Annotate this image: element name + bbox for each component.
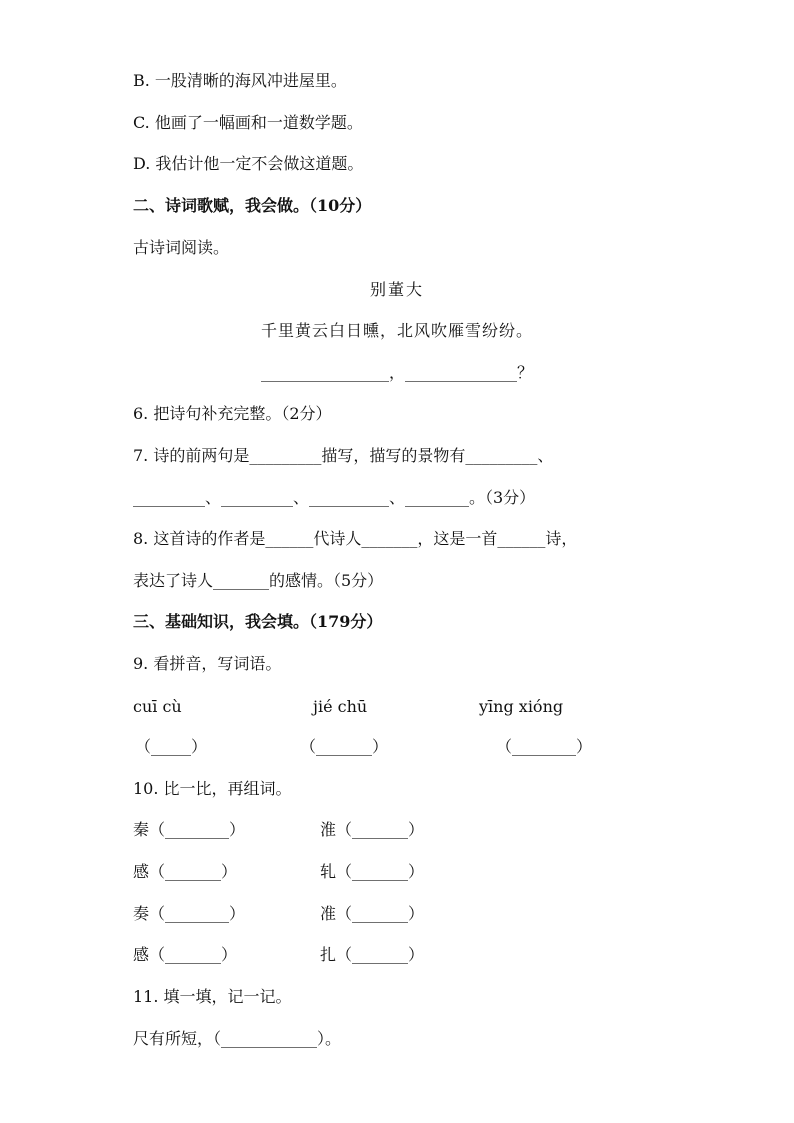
question-7-line-1: 7. 诗的前两句是_________描写，描写的景物有_________、 [133,446,554,465]
question-10: 10. 比一比，再组词。 [133,779,292,798]
choice-c: C. 他画了一幅画和一道数学题。 [133,113,363,132]
question-11: 11. 填一填，记一记。 [133,987,292,1006]
compare-left-1: 秦（________） [133,820,246,839]
pinyin-blank-2: （_______） [300,737,389,756]
compare-right-4: 扎（_______） [320,945,425,964]
compare-left-2: 感（_______） [133,862,238,881]
question-9: 9. 看拼音，写词语。 [133,654,282,673]
pinyin-3: yīng xióng [479,697,564,716]
poem-line-1: 千里黄云白日曛，北风吹雁雪纷纷。 [260,321,533,340]
poem-line-2-blanks: ________________，______________？ [260,363,533,382]
choice-b: B. 一股清晰的海风冲进屋里。 [133,71,347,90]
pinyin-1: cuī cù [133,697,182,716]
compare-right-1: 淮（_______） [320,820,425,839]
compare-right-2: 轧（_______） [320,862,425,881]
question-7-line-2: _________、_________、__________、________。（3分） [133,488,536,507]
pinyin-blank-3: （________） [496,737,593,756]
question-8-line-2: 表达了诗人_______的感情。（5分） [133,571,384,590]
compare-left-4: 感（_______） [133,945,238,964]
compare-right-3: 准（_______） [320,904,425,923]
pinyin-blank-1: （_____） [135,737,208,756]
compare-left-3: 奏（________） [133,904,246,923]
poem-title: 别董大 [369,280,424,299]
section3-heading: 三、基础知识，我会填。（179分） [133,612,383,631]
choice-d: D. 我估计他一定不会做这道题。 [133,154,364,173]
section2-intro: 古诗词阅读。 [133,238,230,257]
question-8-line-1: 8. 这首诗的作者是______代诗人_______，这是一首______诗， [133,529,578,548]
section2-heading: 二、诗词歌赋，我会做。（10分） [133,196,372,215]
pinyin-2: jié chū [313,697,368,716]
question-6: 6. 把诗句补充完整。（2分） [133,404,332,423]
question-11-line-1: 尺有所短，（____________）。 [133,1029,342,1048]
